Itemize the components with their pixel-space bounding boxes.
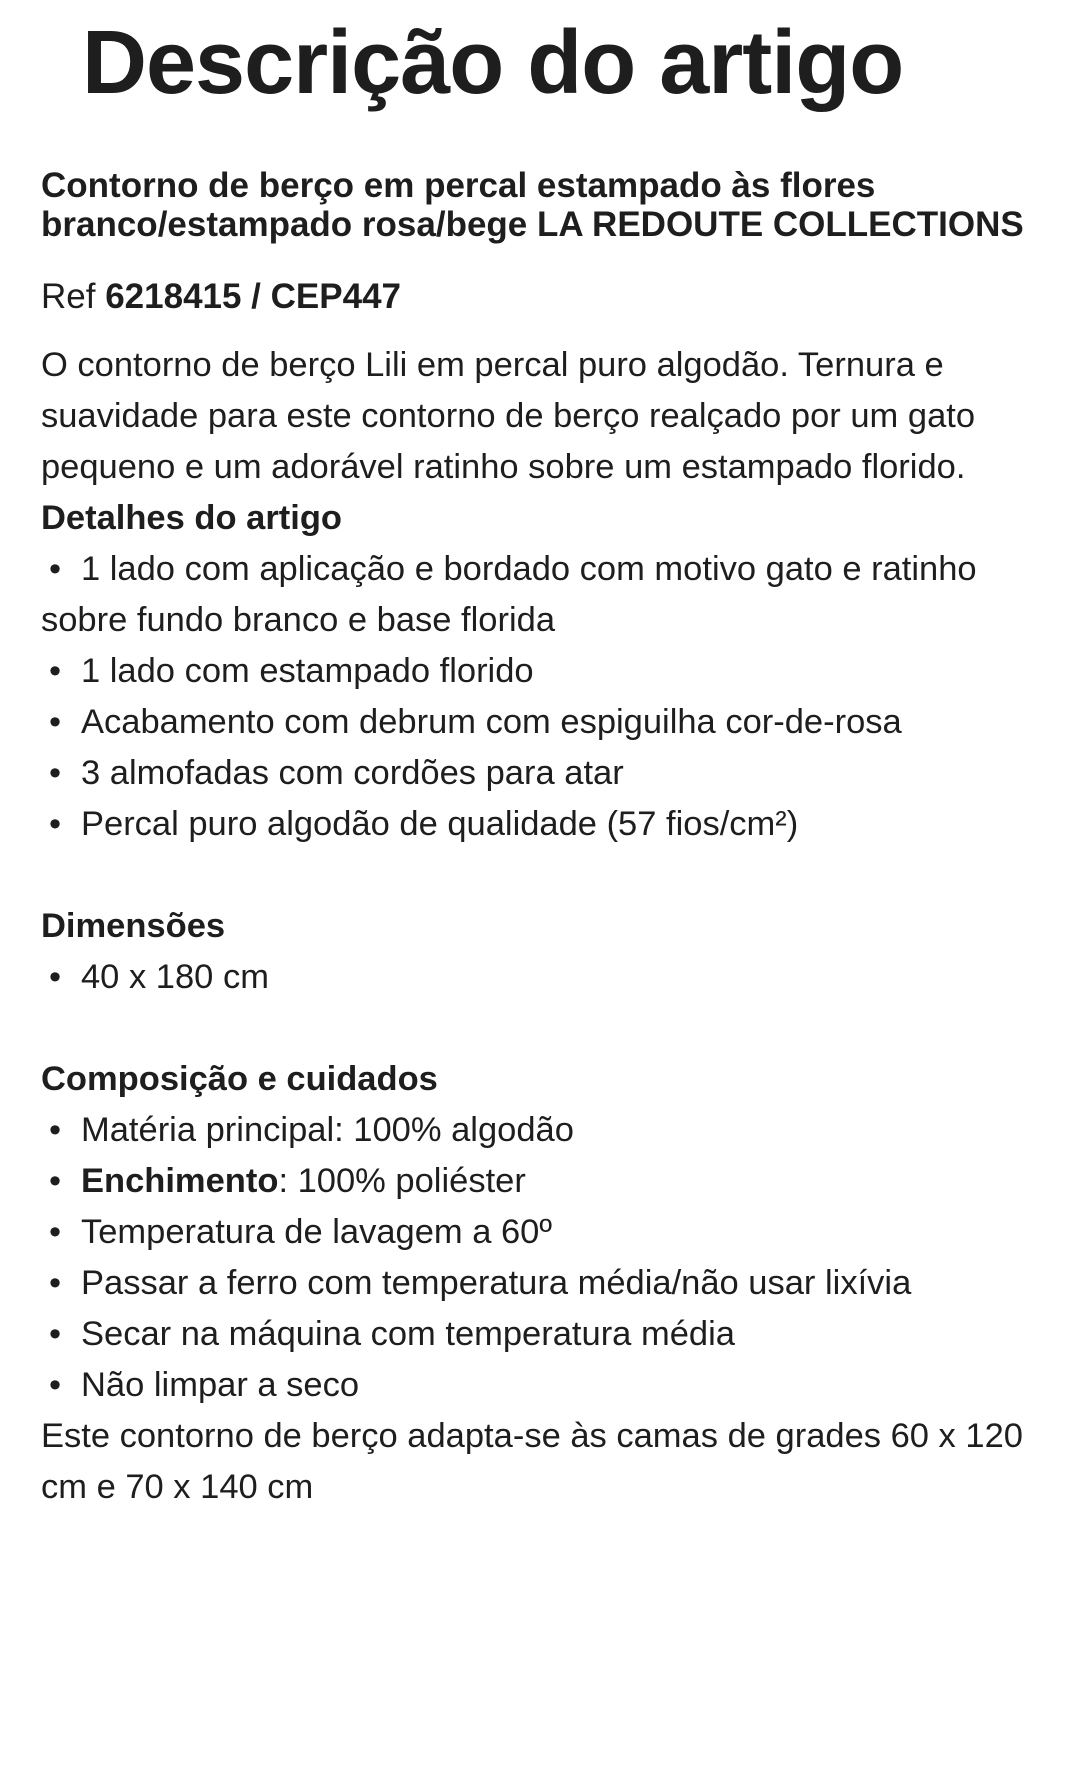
filling-label: Enchimento xyxy=(81,1162,279,1200)
bullet-icon xyxy=(41,952,81,1003)
bullet-icon xyxy=(41,799,81,850)
compatibility-note: Este contorno de berço adapta-se às camas de grades 60 x 120 cm e 70 x 140 cm xyxy=(41,1417,1023,1506)
product-reference xyxy=(41,277,1051,317)
bullet-icon xyxy=(41,1309,81,1360)
list-item: •Não limpar a seco xyxy=(41,1360,1051,1411)
bullet-icon xyxy=(41,1207,81,1258)
composition-heading: Composição e cuidados xyxy=(41,1060,438,1098)
details-list xyxy=(41,544,1051,850)
bullet-icon xyxy=(41,748,81,799)
list-item: •Passar a ferro com temperatura média/não usar lixívia xyxy=(41,1258,1051,1309)
bullet-icon xyxy=(41,1105,81,1156)
list-item: •3 almofadas com cordões para atar xyxy=(41,748,1051,799)
ref-value: 6218415 / CEP447 xyxy=(105,277,401,316)
composition-list xyxy=(41,1105,1051,1411)
product-name: Contorno de berço em percal estampado às flores branco/estampado rosa/bege LA REDOUTE COLLECTIONS xyxy=(41,166,1024,244)
list-item: •1 lado com aplicação e bordado com motivo gato e ratinho sobre fundo branco e base florida xyxy=(41,544,1051,646)
bullet-icon xyxy=(41,697,81,748)
ref-label: Ref xyxy=(41,277,96,316)
dimensions-list xyxy=(41,952,1051,1003)
list-item: •Matéria principal: 100% algodão xyxy=(41,1105,1051,1156)
dimensions-heading: Dimensões xyxy=(41,907,226,945)
list-item: •Secar na máquina com temperatura média xyxy=(41,1309,1051,1360)
list-item: •Temperatura de lavagem a 60º xyxy=(41,1207,1051,1258)
description-content xyxy=(41,166,1051,1513)
bullet-icon xyxy=(41,646,81,697)
list-item: •Acabamento com debrum com espiguilha cor-de-rosa xyxy=(41,697,1051,748)
details-heading: Detalhes do artigo xyxy=(41,499,342,537)
list-item: •40 x 180 cm xyxy=(41,952,1051,1003)
bullet-icon xyxy=(41,1156,81,1207)
filling-value: : 100% poliéster xyxy=(278,1162,526,1200)
page-title: Descrição do artigo xyxy=(82,13,904,113)
bullet-icon xyxy=(41,1258,81,1309)
section-spacer xyxy=(41,850,1051,901)
bullet-icon xyxy=(41,544,81,595)
list-item: •1 lado com estampado florido xyxy=(41,646,1051,697)
section-spacer xyxy=(41,1003,1051,1054)
bullet-icon xyxy=(41,1360,81,1411)
list-item: •Percal puro algodão de qualidade (57 fios/cm²) xyxy=(41,799,1051,850)
product-intro: O contorno de berço Lili em percal puro algodão. Ternura e suavidade para este contorno de berço realçado por um gato pequeno e um adorável ratinho sobre um estampado florido. xyxy=(41,346,976,486)
list-item xyxy=(41,1156,1051,1207)
